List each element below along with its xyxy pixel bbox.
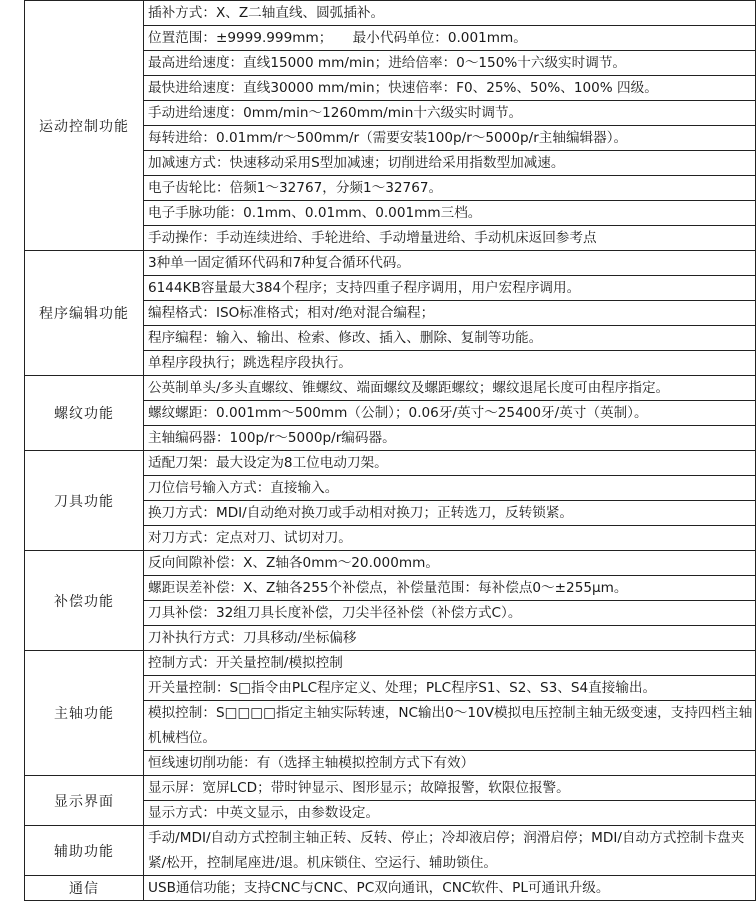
table-row [25,551,756,576]
spec-item: 程序编程：输入、输出、检索、修改、插入、删除、复制等功能。 [144,326,756,351]
table-row [25,1,756,26]
spec-item: 每转进给：0.01mm/r～500mm/r（需要安装100p/r～5000p/r主轴编辑器）。 [144,126,756,151]
spec-item: 反向间隙补偿：X、Z轴各0mm～20.000mm。 [144,551,756,576]
spec-item: 对刀方式：定点对刀、试切对刀。 [144,526,756,551]
category-cell: 显示界面 [25,776,144,826]
category-cell: 补偿功能 [25,551,144,651]
spec-item: 最快进给速度：直线30000 mm/min；快速倍率：F0、25%、50%、100% 四级。 [144,76,756,101]
spec-item: 主轴编码器：100p/r～5000p/r编码器。 [144,426,756,451]
table-row [25,776,756,801]
category-cell: 辅助功能 [25,826,144,876]
spec-item: 模拟控制：S□□□□指定主轴实际转速，NC输出0～10V模拟电压控制主轴无级变速，支持四档主轴机械档位。 [144,701,756,751]
category-cell: 刀具功能 [25,451,144,551]
spec-item: 刀位信号输入方式：直接输入。 [144,476,756,501]
category-cell: 通信 [25,876,144,901]
spec-item: 6144KB容量最大384个程序；支持四重子程序调用，用户宏程序调用。 [144,276,756,301]
spec-item: 螺纹螺距：0.001mm～500mm（公制）；0.06牙/英寸～25400牙/英寸（英制）。 [144,401,756,426]
spec-item: 螺距误差补偿：X、Z轴各255个补偿点，补偿量范围：每补偿点0～±255μm。 [144,576,756,601]
spec-item: 换刀方式：MDI/自动绝对换刀或手动相对换刀；正转选刀，反转锁紧。 [144,501,756,526]
spec-item: 显示方式：中英文显示，由参数设定。 [144,801,756,826]
spec-item: 公英制单头/多头直螺纹、锥螺纹、端面螺纹及螺距螺纹；螺纹退尾长度可由程序指定。 [144,376,756,401]
table-row [25,826,756,876]
spec-item: 编程格式：ISO标准格式；相对/绝对混合编程； [144,301,756,326]
spec-item: 显示屏：宽屏LCD；带时钟显示、图形显示；故障报警，软限位报警。 [144,776,756,801]
table-row [25,876,756,901]
spec-item: 3种单一固定循环代码和7种复合循环代码。 [144,251,756,276]
spec-item: 刀补执行方式：刀具移动/坐标偏移 [144,626,756,651]
spec-item: 最高进给速度：直线15000 mm/min；进给倍率：0～150%十六级实时调节。 [144,51,756,76]
spec-item: 恒线速切削功能：有（选择主轴模拟控制方式下有效） [144,751,756,776]
spec-item: 电子手脉功能：0.1mm、0.01mm、0.001mm三档。 [144,201,756,226]
spec-item: 控制方式：开关量控制/模拟控制 [144,651,756,676]
spec-item: USB通信功能；支持CNC与CNC、PC双向通讯，CNC软件、PL可通讯升级。 [144,876,756,901]
spec-item: 适配刀架：最大设定为8工位电动刀架。 [144,451,756,476]
spec-item: 单程序段执行；跳选程序段执行。 [144,351,756,376]
table-row [25,651,756,676]
spec-item: 手动操作：手动连续进给、手轮进给、手动增量进给、手动机床返回参考点 [144,226,756,251]
spec-item: 位置范围：±9999.999mm； 最小代码单位：0.001mm。 [144,26,756,51]
table-row [25,251,756,276]
category-cell: 程序编辑功能 [25,251,144,376]
spec-item: 电子齿轮比：倍频1～32767，分频1～32767。 [144,176,756,201]
category-cell: 螺纹功能 [25,376,144,451]
spec-item: 手动/MDI/自动方式控制主轴正转、反转、停止；冷却液启停；润滑启停；MDI/自动方式控制卡盘夹紧/松开，控制尾座进/退。机床锁住、空运行、辅助锁住。 [144,826,756,876]
category-cell: 主轴功能 [25,651,144,776]
spec-table [24,0,756,901]
spec-table-body [25,1,756,901]
spec-item: 插补方式：X、Z二轴直线、圆弧插补。 [144,1,756,26]
category-cell: 运动控制功能 [25,1,144,251]
spec-item: 开关量控制：S□指令由PLC程序定义、处理；PLC程序S1、S2、S3、S4直接输出。 [144,676,756,701]
table-row [25,376,756,401]
table-row [25,451,756,476]
spec-item: 手动进给速度：0mm/min～1260mm/min十六级实时调节。 [144,101,756,126]
spec-item: 加减速方式：快速移动采用S型加减速；切削进给采用指数型加减速。 [144,151,756,176]
spec-item: 刀具补偿：32组刀具长度补偿，刀尖半径补偿（补偿方式C）。 [144,601,756,626]
